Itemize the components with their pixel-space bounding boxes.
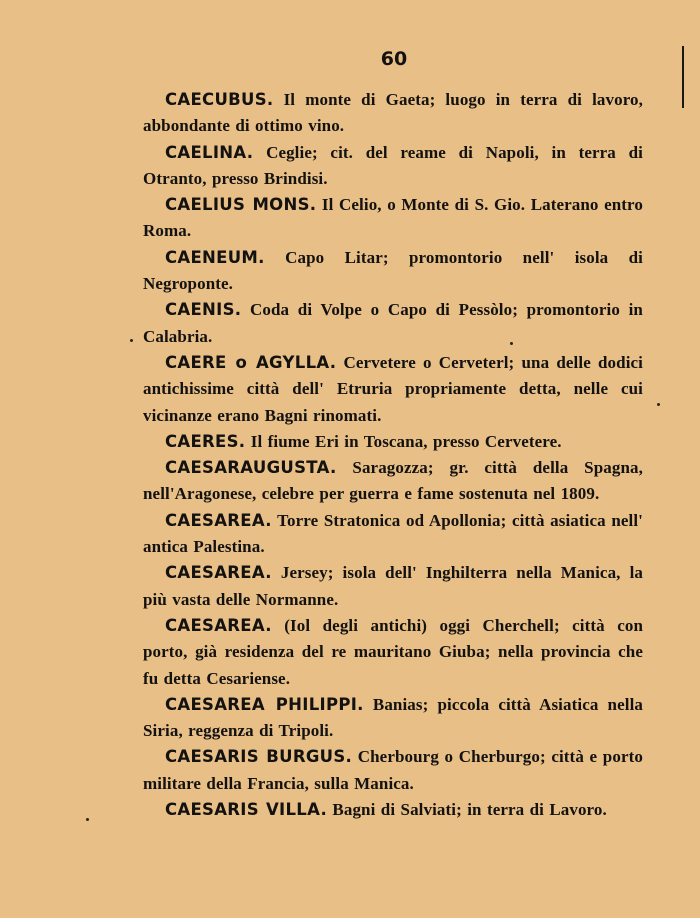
entry-term: CAESAREA. [165, 563, 272, 583]
entry-caesarea-philippi [143, 692, 643, 745]
entry-caelius-mons [143, 192, 643, 245]
page-number: 60 [380, 48, 408, 70]
scan-speck [86, 818, 89, 821]
entry-term: CAESAREA. [165, 615, 272, 635]
entry-term: CAESAREA PHILIPPI. [165, 694, 364, 714]
entry-text: Capo Litar; promontorio nell' isola di Negroponte. [143, 247, 644, 294]
entry-text: Il Celio, o Monte di S. Gio. Laterano entro Roma. [143, 195, 643, 241]
entry-term: CAENIS. [165, 300, 242, 320]
entry-text: Ceglie; cit. del reame di Napoli, in terra di Otranto, presso Brindisi. [143, 142, 643, 188]
entry-caesarea-jersey [143, 560, 643, 613]
entry-term: CAERES. [165, 431, 246, 451]
entry-caesarea-palestina [143, 508, 643, 561]
dictionary-entries [143, 87, 643, 823]
entry-term: CAENEUM. [165, 247, 265, 267]
scan-speck [130, 339, 133, 342]
entry-caecubus [143, 87, 643, 140]
entry-term: CAELIUS MONS. [165, 195, 317, 215]
scan-speck [657, 403, 660, 406]
entry-term: CAESARIS VILLA. [165, 800, 328, 820]
entry-term: CAERE o AGYLLA. [165, 352, 337, 372]
entry-term: CAESARIS BURGUS. [165, 747, 353, 767]
entry-text: Torre Stratonica od Apollonia; città asiatica nell' antica Palestina. [143, 510, 643, 557]
entry-caesaraugusta [143, 455, 643, 508]
entry-term: CAESARAUGUSTA. [165, 458, 337, 478]
entry-text: Jersey; isola dell' Inghilterra nella Manica, la più vasta delle Normanne. [143, 563, 643, 609]
entry-text: Banias; piccola città Asiatica nella Siria, reggenza di Tripoli. [143, 694, 644, 741]
entry-text: Il monte di Gaeta; luogo in terra di lavoro, abbondante di ottimo vino. [143, 90, 643, 136]
entry-term: CAECUBUS. [165, 90, 274, 109]
entry-text: Cherbourg o Cherburgo; città e porto militare della Francia, sulla Manica. [143, 747, 643, 793]
entry-text: (Iol degli antichi) oggi Cherchell; città con porto, già residenza del re mauritano Giuba; nella provincia che fu detta Cesariense. [143, 615, 643, 688]
entry-caenis [143, 297, 643, 350]
entry-text: Bagni di Salviati; in terra di Lavoro. [332, 800, 607, 820]
entry-text: Saragozza; gr. città della Spagna, nell'Aragonese, celebre per guerra e fame sostenuta nel 1809. [143, 458, 643, 504]
entry-text: Coda di Volpe o Capo di Pessòlo; promontorio in Calabria. [143, 300, 643, 346]
entry-caelina [143, 140, 643, 193]
entry-term: CAESAREA. [165, 510, 272, 530]
entry-caeres [143, 429, 643, 455]
entry-caeneum [143, 245, 643, 298]
entry-text: Il fiume Eri in Toscana, presso Cervetere. [250, 431, 562, 451]
entry-caesarea-cherchell [143, 613, 643, 692]
entry-caere [143, 350, 643, 429]
entry-caesaris-burgus [143, 744, 643, 797]
scan-speck [510, 342, 513, 345]
entry-term: CAELINA. [165, 142, 254, 162]
entry-caesaris-villa [143, 797, 643, 823]
entry-text: Cervetere o Cerveterl; una delle dodici antichissime città dell' Etruria propriamente detta, nelle cui vicinanze erano Bagni rinomati. [143, 352, 643, 425]
